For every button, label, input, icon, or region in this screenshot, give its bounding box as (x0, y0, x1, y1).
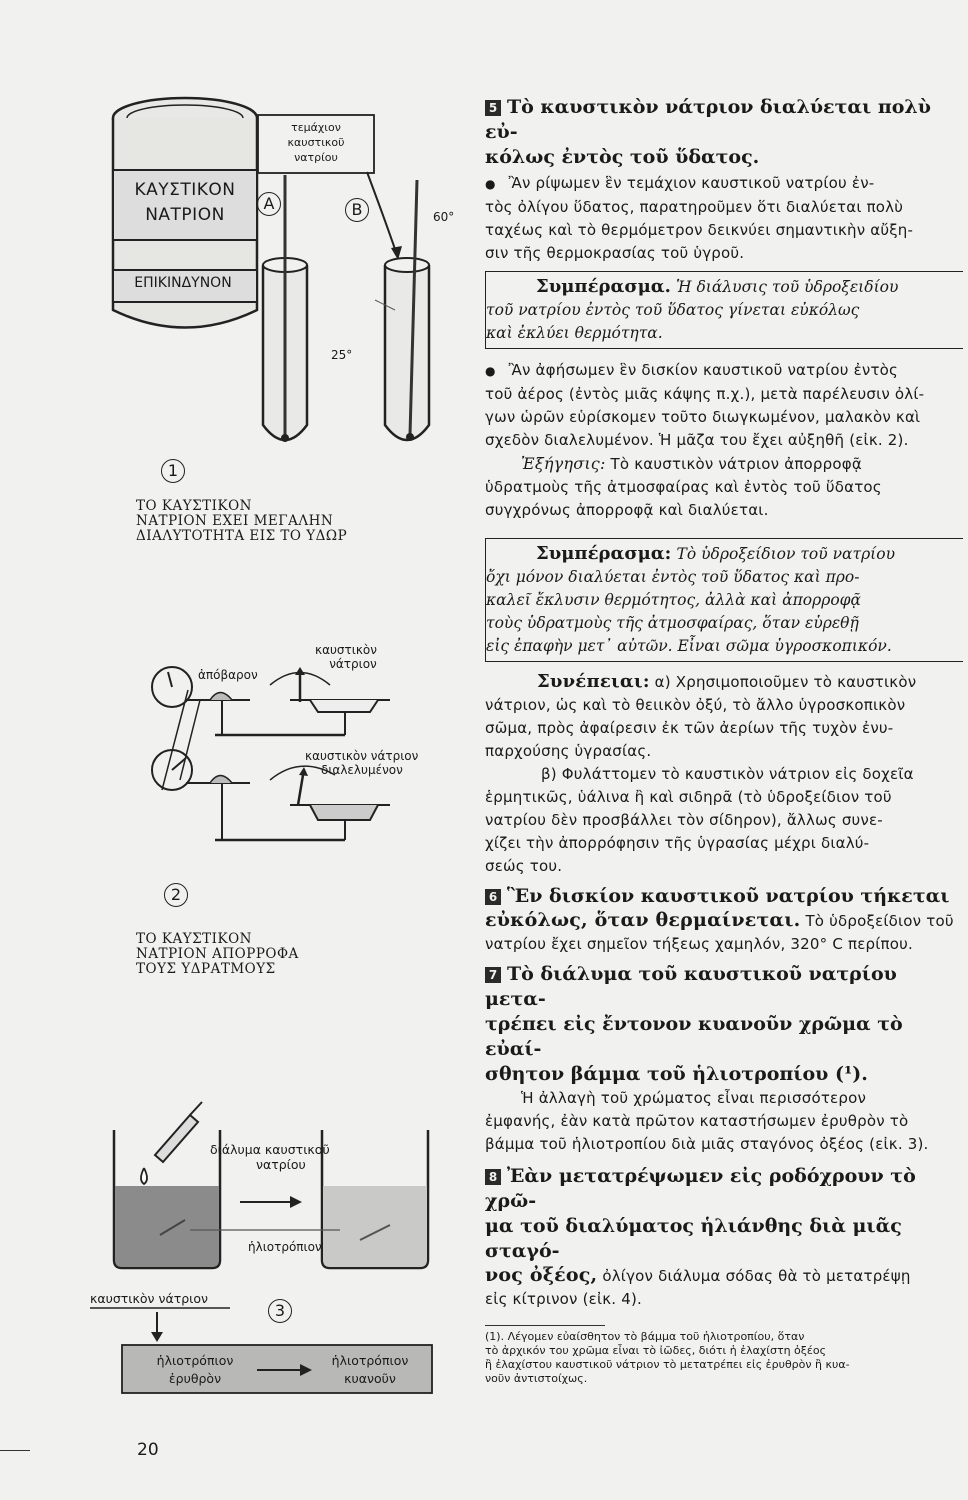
figure-1-caption-line-2: ΝΑΤΡΙΟΝ ΕΧΕΙ ΜΕΓΑΛΗΝ (136, 513, 334, 529)
figure-1 (95, 60, 475, 530)
section-6-heading-line-2: εὐκόλως, ὅταν θερμαίνεται. (485, 909, 801, 931)
s5-p3-line-3: συγχρόνως ἀπορροφᾷ καὶ διαλύεται. (485, 501, 769, 519)
bottom-pan-line-2: διαλελυμένον (321, 763, 403, 777)
figure-3 (90, 1090, 465, 1395)
conclusion-1-line-2: τοῦ νατρίου ἐντὸς τοῦ ὕδατος γίνεται εὐκόλως (486, 301, 860, 319)
conclusion-1-line-3: καὶ ἐκλύει θερμότητα. (486, 324, 663, 342)
figure-1-caption (136, 499, 347, 544)
footnote (485, 1330, 963, 1386)
conclusion-1-line-1: Ἡ διάλυσις τοῦ ὑδροξειδίου (676, 278, 899, 296)
can-line-1: ΚΑΥΣΤΙΚΟΝ (134, 180, 236, 200)
dropper-label (210, 1142, 330, 1172)
cons-a-line-4: παρχούσης ὑγρασίας. (485, 742, 652, 760)
section-5-heading-line-2: κόλως ἐντὸς τοῦ ὕδατος. (485, 146, 760, 168)
s5-p3-line-1: Τὸ καυστικὸν νάτριον ἀπορροφᾷ (610, 455, 862, 473)
temp-low: 25° (331, 348, 353, 362)
footnote-line-3: ἢ ἐλαχίστου καυστικοῦ νάτριον τὸ μετατρέπει εἰς ἐρυθρὸν ἢ κυα- (485, 1358, 850, 1371)
s5-p1-line-3: ταχέως καὶ τὸ θερμόμετρον δεικνύει σημαντικὴν αὔξη- (485, 221, 914, 239)
box-left-line-2: ἐρυθρὸν (168, 1371, 222, 1386)
conclusion-2-line-3: καλεῖ ἔκλυσιν θερμότητος, ἀλλὰ καὶ ἀπορροφᾷ (486, 591, 861, 609)
conclusion-2-line-5: εἰς ἐπαφὴν μετ᾽ αὐτῶν. Εἶναι σῶμα ὑγροσκοπικόν. (486, 637, 892, 655)
cons-a-line-1: α) Χρησιμοποιοῦμεν τὸ καυστικὸν (654, 673, 917, 691)
figure-2-caption (136, 932, 299, 977)
section-5-paragraph-2: ● Ἂν ἀφήσωμεν ἓν δισκίον καυστικοῦ νατρίου ἐντὸς τοῦ ἀέρος (ἐντὸς μιᾶς κάψης π.χ.), μετὰ παρέλευσιν ὀλί- γων ὡρῶν εὑρίσκομεν τοῦτο διωγκωμένον, μαλακὸν καὶ σχεδὸν διαλελυμένον. Ἡ μᾶζα του ἔχει αὐξηθῆ (εἰκ. 2). Ἐξήγησις: Τὸ καυστικὸν νάτριον ἀπορροφᾷ ὑδρατμοὺς τῆς ἀτμοσφαίρας καὶ ἐντὸς τοῦ ὕδατος συγχρόνως ἀπορροφᾷ καὶ διαλύεται. (485, 359, 963, 522)
section-7-heading-line-2: τρέπει εἰς ἔντονον κυανοῦν χρῶμα τὸ εὐαί- (485, 1013, 903, 1060)
s8-tail-line-2: εἰς κίτρινον (εἰκ. 4). (485, 1290, 642, 1308)
s5-p1-line-1: Ἂν ρίψωμεν ἓν τεμάχιον καυστικοῦ νατρίου ἐν- (508, 174, 875, 192)
s8-tail-line-1: ὀλίγον διάλυμα σόδας θὰ τὸ μετατρέψῃ (602, 1267, 911, 1285)
dropper-line-1: διάλυμα καυστικοῦ (210, 1142, 330, 1157)
box-left-line-1: ἡλιοτρόπιον (156, 1353, 234, 1368)
section-7-heading-line-1: Τὸ διάλυμα τοῦ καυστικοῦ νατρίου μετα- (485, 963, 897, 1010)
footnote-rule (485, 1325, 605, 1326)
cons-a-line-2: νάτριον, ὡς καὶ τὸ θειικὸν ὀξύ, τὸ ἄλλο ὑγροσκοπικὸν (485, 696, 906, 714)
section-6-heading-line-1: Ἓν δισκίον καυστικοῦ νατρίου τήκεται (507, 885, 950, 907)
label-box-line-3: νατρίου (294, 151, 338, 164)
s6-tail-line-1: Τὸ ὑδροξείδιον τοῦ (805, 912, 954, 930)
section-5-number: 5 (485, 100, 501, 116)
section-8-number: 8 (485, 1169, 501, 1185)
can-warning: ΕΠΙΚΙΝΔΥΝΟΝ (134, 275, 232, 291)
conclusion-box-1 (485, 271, 963, 349)
conclusion-2-line-1: Τὸ ὑδροξείδιον τοῦ νατρίου (676, 545, 896, 563)
footnote-line-2: τὸ ἀρχικόν του χρῶμα εἶναι τὸ ἰῶδες, διότι ἡ ἐλαχίστη ὀξέος (485, 1344, 827, 1357)
weight-label: ἀπόβαρον (198, 668, 258, 682)
can-label (109, 178, 261, 228)
figure-1-caption-line-3: ΔΙΑΛΥΤΟΤΗΤΑ ΕΙΣ ΤΟ ΥΔΩΡ (136, 528, 348, 544)
box-left-label (140, 1352, 250, 1388)
footnote-line-1: (1). Λέγομεν εὐαίσθητον τὸ βάμμα τοῦ ἡλιοτροπίου, ὅταν (485, 1330, 805, 1343)
top-pan-line-1: καυστικὸν (315, 643, 377, 657)
consequences (485, 670, 963, 878)
s5-p1-line-4: σιν τῆς θερμοκρασίας τοῦ ὑγροῦ. (485, 244, 745, 262)
cons-b-line-4: χίζει τὴν ἀπορρόφησιν τῆς ὑγρασίας μέχρι διαλύ- (485, 834, 870, 852)
footnote-line-4: νοῦν ἀντιστοίχως. (485, 1372, 588, 1385)
page-number: 20 (137, 1440, 159, 1460)
bottom-pan-line-1: καυστικὸν νάτριον (305, 749, 419, 763)
cons-b-line-3: νατρίου δὲν προσβάλλει τὸν σίδηρον), ἄλλως συνε- (485, 811, 883, 829)
section-7-number: 7 (485, 967, 501, 983)
s7-p-line-1: Ἡ ἀλλαγὴ τοῦ χρώματος εἶναι περισσότερον (521, 1089, 867, 1107)
s5-p2-line-4: σχεδὸν διαλελυμένον. Ἡ μᾶζα του ἔχει αὐξηθῆ (εἰκ. 2). (485, 431, 909, 449)
figure-2-caption-line-3: ΤΟΥΣ ΥΔΡΑΤΜΟΥΣ (136, 961, 276, 977)
s5-p2-line-2: τοῦ ἀέρος (ἐντὸς μιᾶς κάψης π.χ.), μετὰ παρέλευσιν ὀλί- (485, 385, 925, 403)
cons-a-line-3: σῶμα, πρὸς ἀφαίρεσιν ἐκ τῶν ἀερίων τῆς τυχὸν ἐνυ- (485, 719, 894, 737)
figure-2-caption-line-1: ΤΟ ΚΑΥΣΤΙΚΟΝ (136, 931, 252, 947)
top-pan-line-2: νάτριον (329, 657, 377, 671)
s7-p-line-3: βάμμα τοῦ ἡλιοτροπίου διὰ μιᾶς σταγόνος ὀξέος (εἰκ. 3). (485, 1135, 929, 1153)
figure-1-number: 1 (161, 459, 185, 483)
bottom-pan-label (305, 749, 418, 777)
s5-p1-line-2: τὸς ὀλίγου ὕδατος, παρατηροῦμεν ὅτι διαλύεται πολὺ (485, 198, 904, 216)
section-5-heading (485, 95, 963, 145)
temp-high: 60° (433, 210, 455, 224)
figure-3-number: 3 (268, 1299, 292, 1323)
label-box-text (260, 120, 372, 165)
section-6 (485, 884, 963, 956)
section-5-paragraph-1: ● Ἂν ρίψωμεν ἓν τεμάχιον καυστικοῦ νατρίου ἐν- τὸς ὀλίγου ὕδατος, παρατηροῦμεν ὅτι διαλύεται πολὺ ταχέως καὶ τὸ θερμόμετρον δεικνύει σημαντικὴν αὔξη- σιν τῆς θερμοκρασίας τοῦ ὑγροῦ. (485, 172, 963, 265)
cons-b-line-1: β) Φυλάττομεν τὸ καυστικὸν νάτριον εἰς δοχεῖα (541, 765, 914, 783)
cons-b-line-5: σεώς του. (485, 857, 563, 875)
conclusion-1-label: Συμπέρασμα. (536, 276, 671, 297)
cons-b-line-2: ἑρμητικῶς, ὑάλινα ἢ καὶ σιδηρᾶ (τὸ ὑδροξείδιον τοῦ (485, 788, 892, 806)
explanation-label: Ἐξήγησις: (521, 454, 606, 473)
conclusion-2-line-4: τοὺς ὑδρατμοὺς τῆς ἀτμοσφαίρας, ὅταν εὑρεθῇ (486, 614, 859, 632)
box-right-line-1: ἡλιοτρόπιον (331, 1353, 409, 1368)
section-7 (485, 962, 963, 1156)
section-8-heading-line-1: Ἐὰν μετατρέψωμεν εἰς ροδόχρουν τὸ χρῶ- (485, 1165, 916, 1212)
section-5-heading-line-1: Τὸ καυστικὸν νάτριον διαλύεται πολὺ εὐ- (485, 96, 931, 143)
margin-rule (0, 1450, 30, 1451)
tube-a-label: A (257, 192, 281, 216)
figure-2 (140, 630, 470, 920)
top-pan-label (315, 643, 377, 671)
section-8-heading-line-3: νος ὀξέος, (485, 1264, 598, 1286)
section-6-number: 6 (485, 889, 501, 905)
caustic-label: καυστικὸν νάτριον (90, 1291, 209, 1306)
section-8-heading-line-2: μα τοῦ διαλύματος ἡλιάνθης διὰ μιᾶς σταγό- (485, 1215, 902, 1262)
label-box-line-1: τεμάχιον (291, 121, 341, 134)
s5-p2-line-3: γων ὡρῶν εὑρίσκομεν τοῦτο διωγκωμένον, μαλακὸν καὶ (485, 408, 921, 426)
figure-1-caption-line-1: ΤΟ ΚΑΥΣΤΙΚΟΝ (136, 498, 252, 514)
s5-p3-line-2: ὑδρατμοὺς τῆς ἀτμοσφαίρας καὶ ἐντὸς τοῦ ὕδατος (485, 478, 882, 496)
section-7-heading-line-3: σθητον βάμμα τοῦ ἡλιοτροπίου (¹). (485, 1063, 868, 1085)
conclusion-2-label: Συμπέρασμα: (536, 543, 672, 564)
can-line-2: ΝΑΤΡΙΟΝ (145, 205, 225, 225)
right-column (485, 95, 963, 1386)
box-right-line-2: κυανοῦν (344, 1371, 396, 1386)
litmus-label: ἡλιοτρόπιον (248, 1240, 322, 1254)
label-box-line-2: καυστικοῦ (287, 136, 345, 149)
figure-2-caption-line-2: ΝΑΤΡΙΟΝ ΑΠΟΡΡΟΦΑ (136, 946, 299, 962)
s6-tail-line-2: νατρίου ἔχει σημεῖον τήξεως χαμηλόν, 320° C περίπου. (485, 935, 913, 953)
section-8 (485, 1164, 963, 1311)
box-right-label (315, 1352, 425, 1388)
s7-p-line-2: ἐμφανής, ἐὰν κατὰ πρῶτον καταστήσωμεν ἐρυθρὸν τὸ (485, 1112, 909, 1130)
dropper-line-2: νατρίου (256, 1157, 306, 1172)
conclusion-2-line-2: ὄχι μόνον διαλύεται ἐντὸς τοῦ ὕδατος καὶ προ- (486, 568, 860, 586)
figure-2-number: 2 (164, 883, 188, 907)
conclusion-box-2 (485, 538, 963, 662)
consequences-label: Συνέπειαι: (537, 671, 650, 692)
s5-p2-line-1: Ἂν ἀφήσωμεν ἓν δισκίον καυστικοῦ νατρίου ἐντὸς (508, 361, 899, 379)
tube-b-label: B (345, 198, 369, 222)
